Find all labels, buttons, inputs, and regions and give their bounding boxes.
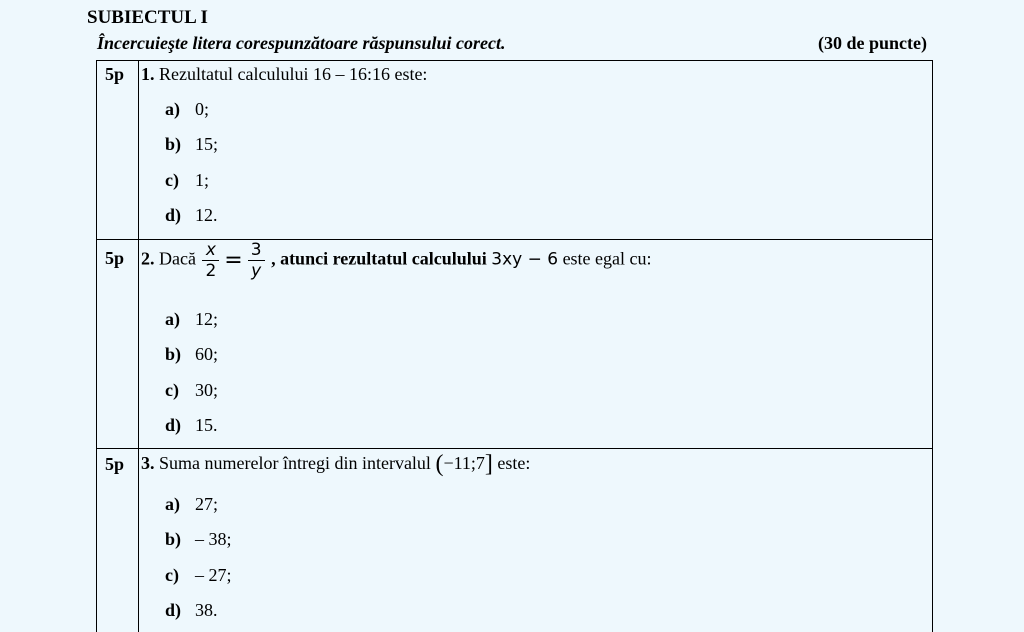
question-1-option-c[interactable] bbox=[165, 170, 209, 191]
option-label: d) bbox=[165, 600, 182, 620]
option-value: – 38; bbox=[195, 529, 232, 549]
option-value: 12; bbox=[195, 309, 219, 329]
question-2-tail: este egal cu: bbox=[562, 248, 652, 269]
option-label: a) bbox=[165, 494, 180, 514]
option-value: 12. bbox=[195, 205, 218, 225]
section-points: (30 de puncte) bbox=[818, 33, 927, 53]
column-divider bbox=[138, 60, 139, 632]
question-3-option-b[interactable] bbox=[165, 529, 232, 550]
section-title: SUBIECTUL I bbox=[87, 7, 208, 28]
fraction-3-over-y bbox=[248, 240, 265, 281]
question-3-option-d[interactable] bbox=[165, 600, 218, 621]
question-2-text bbox=[141, 240, 652, 281]
question-1-points: 5p bbox=[105, 64, 125, 84]
question-2-option-d[interactable] bbox=[165, 415, 218, 436]
interval-open-paren: ( bbox=[435, 451, 444, 477]
question-2-option-a[interactable] bbox=[165, 309, 218, 330]
option-value: 30; bbox=[195, 380, 219, 400]
interval-bounds: −11;7 bbox=[443, 453, 485, 473]
fraction-numerator: 3 bbox=[248, 240, 265, 261]
option-value: 38. bbox=[195, 600, 218, 620]
question-3-text bbox=[141, 451, 530, 478]
question-2-option-b[interactable] bbox=[165, 344, 218, 365]
question-2-points: 5p bbox=[105, 248, 125, 268]
question-3-lead: Suma numerelor întregi din intervalul bbox=[159, 453, 431, 473]
question-3-number: 3. bbox=[141, 453, 155, 473]
option-label: b) bbox=[165, 344, 182, 364]
question-1-option-d[interactable] bbox=[165, 205, 218, 226]
option-value: 27; bbox=[195, 494, 219, 514]
option-label: c) bbox=[165, 380, 179, 400]
question-1-option-b[interactable] bbox=[165, 134, 218, 155]
fraction-denominator: 2 bbox=[205, 261, 217, 281]
question-3-tail: este: bbox=[497, 453, 531, 473]
question-2-expression: 3xy − 6 bbox=[491, 249, 559, 270]
option-value: 15; bbox=[195, 134, 219, 154]
question-3-points: 5p bbox=[105, 454, 125, 474]
question-1-option-a[interactable] bbox=[165, 99, 209, 120]
option-value: 1; bbox=[195, 170, 210, 190]
option-label: b) bbox=[165, 529, 182, 549]
option-label: d) bbox=[165, 415, 182, 435]
question-2-option-c[interactable] bbox=[165, 380, 218, 401]
question-2-lead: Dacă bbox=[159, 248, 196, 269]
question-2-middle: , atunci rezultatul calculului bbox=[271, 248, 487, 269]
option-label: b) bbox=[165, 134, 182, 154]
question-1-statement: Rezultatul calculului 16 – 16:16 este: bbox=[159, 64, 428, 84]
option-value: 15. bbox=[195, 415, 218, 435]
option-label: c) bbox=[165, 565, 179, 585]
option-label: d) bbox=[165, 205, 182, 225]
option-label: c) bbox=[165, 170, 179, 190]
fraction-numerator: x bbox=[202, 240, 219, 261]
row-divider-2 bbox=[96, 448, 933, 449]
question-2-number: 2. bbox=[141, 248, 155, 269]
option-label: a) bbox=[165, 99, 180, 119]
option-label: a) bbox=[165, 309, 180, 329]
instruction-text: Încercuieşte litera corespunzătoare răspunsului corect. bbox=[97, 33, 506, 53]
question-1-number: 1. bbox=[141, 64, 155, 84]
fraction-x-over-2 bbox=[202, 240, 219, 281]
question-1-text bbox=[141, 64, 427, 85]
option-value: 60; bbox=[195, 344, 219, 364]
option-value: – 27; bbox=[195, 565, 232, 585]
option-value: 0; bbox=[195, 99, 210, 119]
equals-sign: = bbox=[224, 248, 243, 273]
interval-close-bracket: ] bbox=[484, 451, 493, 477]
question-3-option-c[interactable] bbox=[165, 565, 232, 586]
question-3-option-a[interactable] bbox=[165, 494, 218, 515]
fraction-denominator: y bbox=[251, 261, 262, 281]
